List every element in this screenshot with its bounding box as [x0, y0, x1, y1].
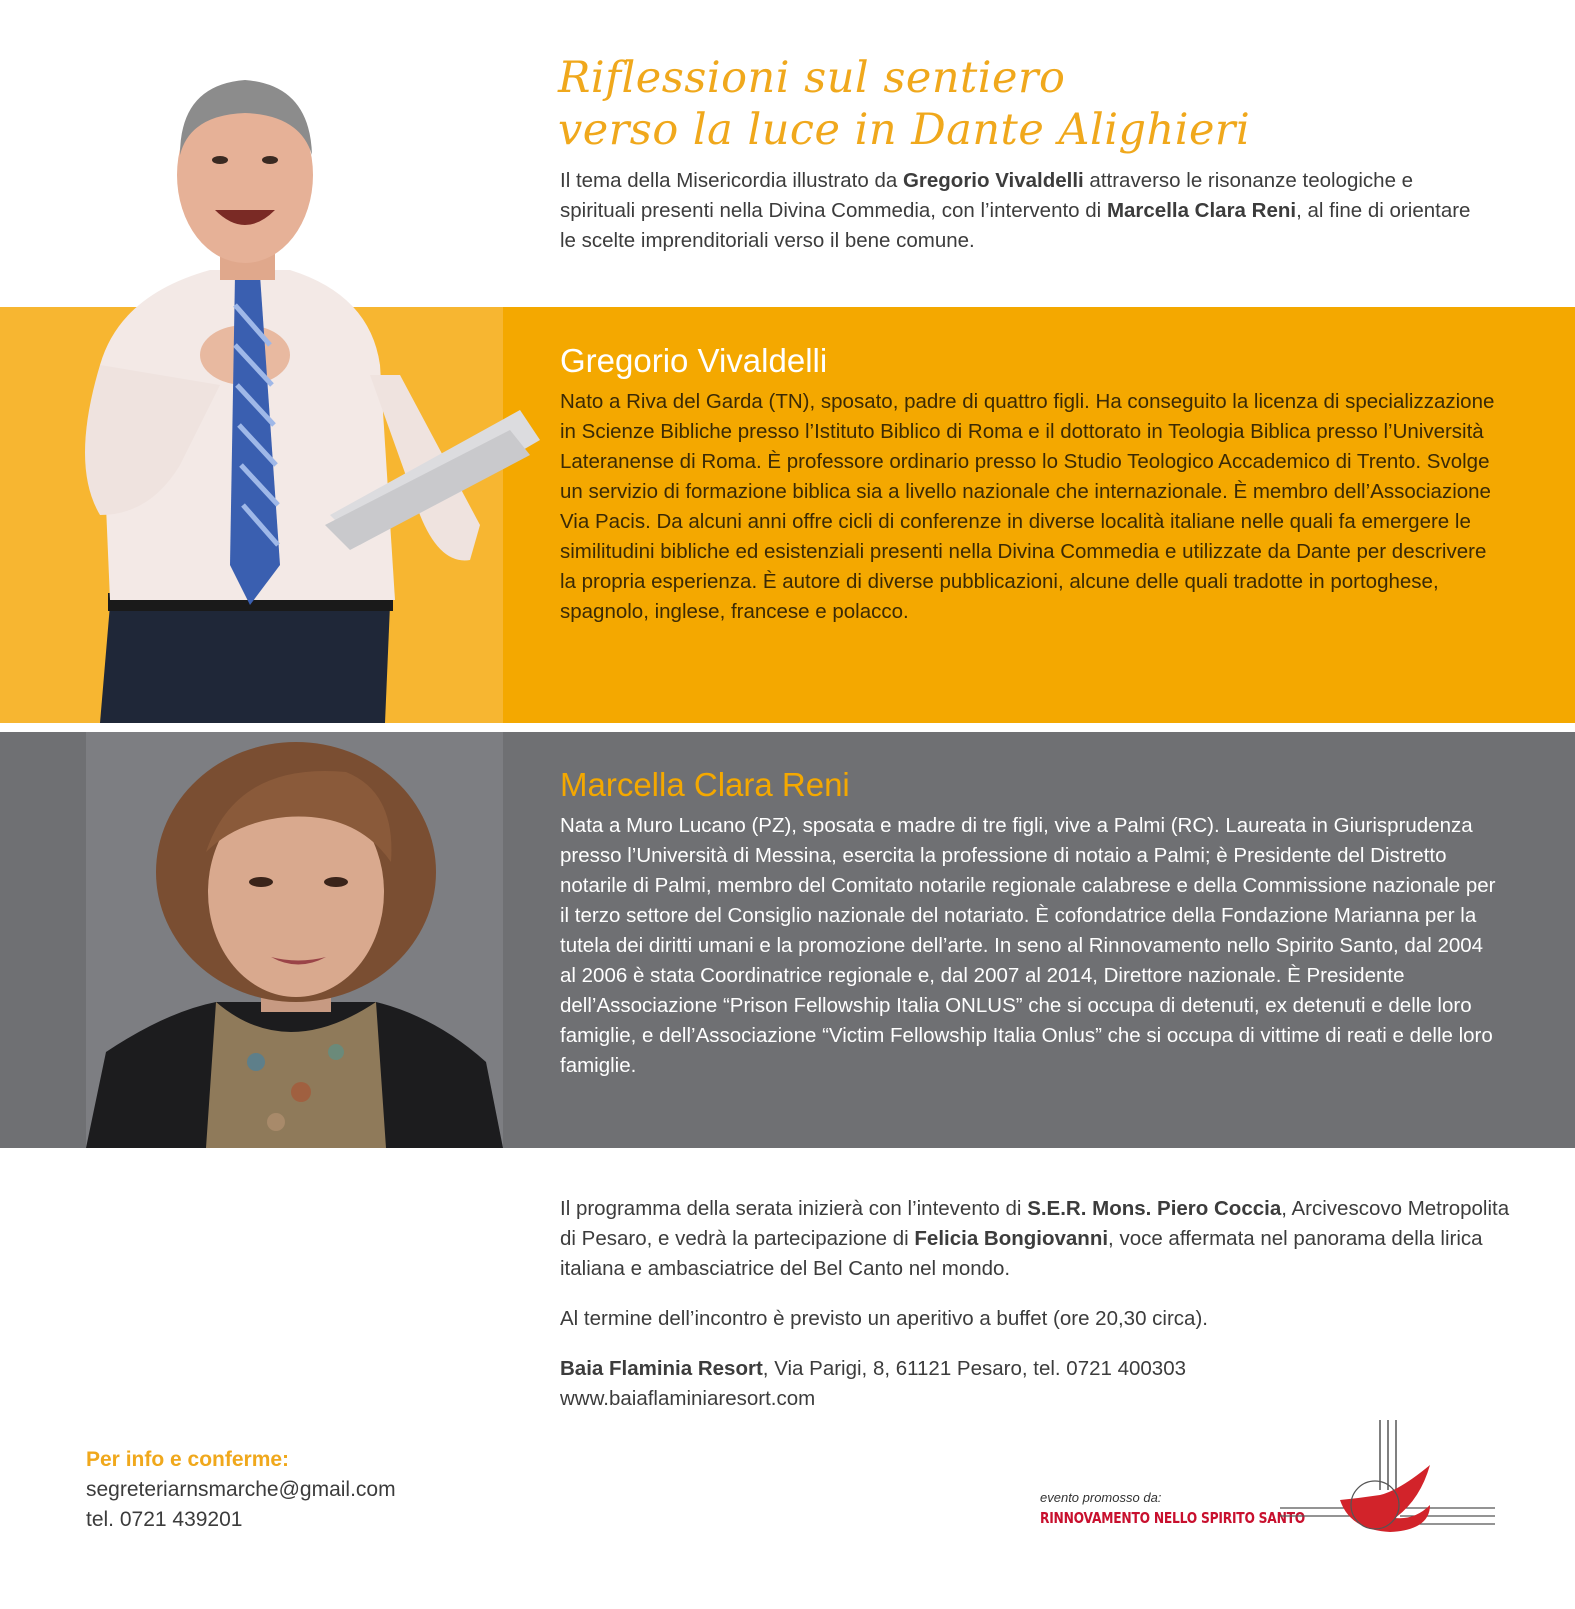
- contact-email[interactable]: segreteriarnsmarche@gmail.com: [86, 1478, 396, 1501]
- program-guest1: S.E.R. Mons. Piero Coccia: [1027, 1197, 1282, 1220]
- contact-phone: tel. 0721 439201: [86, 1508, 243, 1531]
- program-paragraph: [560, 1194, 1520, 1284]
- venue-name: Baia Flaminia Resort: [560, 1357, 763, 1380]
- intro-speaker1: Gregorio Vivaldelli: [902, 169, 1084, 192]
- intro-text: attraverso le risonanze teologiche e spirituali presenti nella Divina Commedia, con l’intervento di: [560, 169, 1414, 222]
- contact-label: Per info e conferme:: [86, 1448, 290, 1471]
- speaker1-name: Gregorio Vivaldelli: [560, 342, 828, 379]
- venue-info: [560, 1354, 1520, 1384]
- venue-website[interactable]: www.baiaflaminiaresort.com: [560, 1387, 816, 1410]
- aperitivo-note: Al termine dell’incontro è previsto un aperitivo a buffet (ore 20,30 circa).: [560, 1307, 1208, 1330]
- program-section: [560, 1194, 1520, 1414]
- venue-address: , Via Parigi, 8, 61121 Pesaro, tel. 0721 400303: [762, 1357, 1187, 1380]
- title-line-2: verso la luce in Dante Alighieri: [558, 105, 1251, 155]
- contact-info: [86, 1445, 396, 1535]
- intro-text: Il tema della Misericordia illustrato da: [560, 169, 903, 192]
- speaker2-band-left: [0, 732, 86, 1148]
- event-title: [558, 52, 1358, 156]
- program-text: , Arcivescovo Metropolita di Pesaro, e vedrà la partecipazione di: [560, 1197, 1510, 1250]
- title-line-1: Riflessioni sul sentiero: [558, 53, 1066, 103]
- organizer-name: RINNOVAMENTO NELLO SPIRITO SANTO: [1040, 1509, 1305, 1527]
- speaker2-photo: [86, 732, 503, 1148]
- speaker1-bio: Nato a Riva del Garda (TN), sposato, padre di quattro figli. Ha conseguito la licenza di specializzazione in Scienze Bibliche presso l’Istituto Biblico di Roma e il dottorato in Teologia Biblica presso l’Università Lateranense di Roma. È professore ordinario presso lo Studio Teologico Accademico di Trento. Svolge un servizio di formazione biblica sia a livello nazionale che internazionale. È membro dell’Associazione Via Pacis. Da alcuni anni offre cicli di conferenze in diverse località italiane nelle quali fa emergere le similitudini bibliche ed esistenziali presenti nella Divina Commedia e utilizzate da Dante per descrivere la propria esperienza. È autore di diverse pubblicazioni, alcune delle quali tradotte in portoghese, spagnolo, inglese, francese e polacco.: [560, 390, 1495, 623]
- speaker2-bio: Nata a Muro Lucano (PZ), sposata e madre di tre figli, vive a Palmi (RC). Laureata in Giurisprudenza presso l’Università di Messina, esercita la professione di notaio a Palmi; è Presidente del Distretto notarile di Palmi, membro del Comitato notarile regionale calabrese e della Commissione nazionale per il terzo settore del Consiglio nazionale del notariato. È cofondatrice della Fondazione Marianna per la tutela dei diritti umani e la promozione dell’arte. In seno al Rinnovamento nello Spirito Santo, dal 2004 al 2006 è stata Coordinatrice regionale e, dal 2007 al 2014, Direttore nazionale. È Presidente dell’Associazione “Prison Fellowship Italia ONLUS” che si occupa di detenuti, ex detenuti e delle loro famiglie, e dell’Associazione “Victim Fellowship Italia Onlus” che si occupa di vittime di reati e delle loro famiglie.: [560, 814, 1496, 1077]
- speaker2-name: Marcella Clara Reni: [560, 766, 850, 803]
- intro-paragraph: [560, 166, 1480, 256]
- dove-logo-icon: [1280, 1420, 1495, 1540]
- program-guest2: Felicia Bongiovanni: [914, 1227, 1109, 1250]
- intro-speaker2: Marcella Clara Reni: [1106, 199, 1297, 222]
- program-text: , voce affermata nel panorama della lirica italiana e ambasciatrice del Bel Canto nel mondo.: [560, 1227, 1483, 1280]
- program-text: Il programma della serata inizierà con l’intevento di: [560, 1197, 1028, 1220]
- speaker1-photo: [40, 45, 550, 723]
- intro-text: , al fine di orientare le scelte imprenditoriali verso il bene comune.: [560, 199, 1471, 252]
- promoted-by-label: evento promosso da:: [1040, 1490, 1162, 1505]
